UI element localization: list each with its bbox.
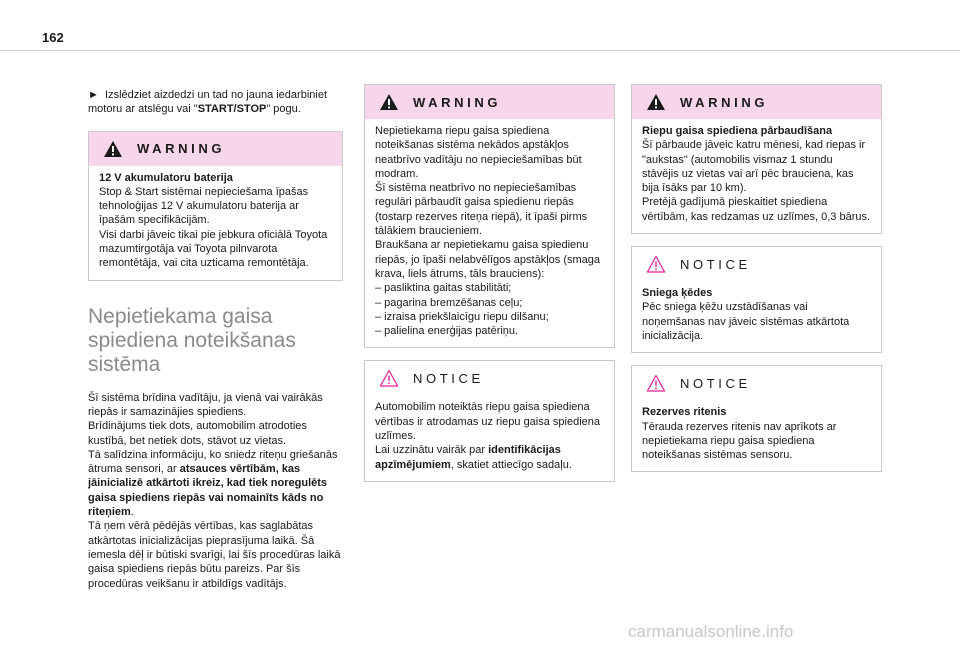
column-middle xyxy=(364,84,615,482)
warning-triangle-icon xyxy=(379,93,399,111)
header-divider xyxy=(0,50,960,51)
warning-box-pressure-check xyxy=(631,84,882,234)
notice-header xyxy=(632,366,881,400)
bullet-arrow-icon: ► xyxy=(88,89,99,101)
warning-triangle-icon xyxy=(646,93,666,111)
section-title: Nepietiekama gaisa spiediena noteikšanas sistēma xyxy=(88,304,296,376)
warning-header xyxy=(632,85,881,119)
notice-title: Rezerves ritenis xyxy=(642,406,727,419)
warning-label: WARNING xyxy=(413,94,502,110)
warning-text: Stop & Start sistēmai nepieciešama īpašas tehnoloģijas 12 V akumulatoru baterija ar īpašām specifikācijām. Visi darbi jāveic tikai pie jebkura oficiālā Toyota mazumtirgotāja vai Toyota pilnvarota remontētāja, vai cita uzticama remontētāja. xyxy=(99,185,328,270)
warning-body xyxy=(365,119,614,347)
notice-triangle-icon xyxy=(379,369,399,387)
column-left xyxy=(88,88,343,591)
warning-body xyxy=(632,119,881,233)
section-body: Šī sistēma brīdina vadītāju, ja vienā vai vairākās riepās ir samazinājies spiediens. Brīdinājums tiek dots, automobilim atrodoties kustībā, bet netiek dots, stāvot uz vietas. Tā salīdzina informāciju, ko sniedz riteņu griešanās ātruma sensori, ar atsauces vērtībām, kas jāinicializē atkārtoti ikreiz, kad tiek noregulēts gaisa spiediens riepās vai nomainīts kāds no riteņiem. Tā ņem vērā pēdējās vērtības, kas saglabātas atkārtotas inicializācijas pieprasījuma laikā. Šā iemesla dēļ ir būtiski svarīgi, lai šīs procedūras laikā gaisa spiediens riepās būtu pareizs. Par šīs procedūras veikšanu ir atbildīgs vadītājs. xyxy=(88,391,341,590)
warning-label: WARNING xyxy=(680,94,769,110)
warning-header xyxy=(365,85,614,119)
warning-text: Nepietiekama riepu gaisa spiediena noteikšanas sistēma nekādos apstākļos neatbrīvo vadītāju no nepieciešamības būt modram. Šī sistēma neatbrīvo no nepieciešamības regulāri pārbaudīt gaisa spiedienu riepās (tostarp rezerves riteņa riepā), it īpaši pirms tālākiem braucieniem. Braukšana ar nepietiekamu gaisa spiedienu riepās, jo īpaši nelabvēlīgos apstākļos (smaga krava, liels ātrums, tāls brauciens): – pasliktina gaitas stabilitāti; – pagarina bremzēšanas ceļu; – izraisa priekšlaicīgu riepu dilšanu; – palielina enerģijas patēriņu. xyxy=(375,125,601,338)
notice-body: Automobilim noteiktās riepu gaisa spiediena vērtības ir atrodamas uz riepu gaisa spiediena uzlīmes. Lai uzzinātu vairāk par identifikācijas apzīmējumiem, skatiet attiecīgo sadaļu. xyxy=(375,401,601,471)
notice-title: Sniega ķēdes xyxy=(642,287,713,300)
notice-box-spare-wheel xyxy=(631,365,882,472)
notice-label: NOTICE xyxy=(680,256,751,272)
notice-triangle-icon xyxy=(646,255,666,273)
notice-box-snow-chains xyxy=(631,246,882,353)
warning-title: Riepu gaisa spiediena pārbaudīšana xyxy=(642,125,833,137)
warning-label: WARNING xyxy=(137,141,226,157)
column-right xyxy=(631,84,882,472)
notice-label: NOTICE xyxy=(680,375,751,391)
notice-box-pressure-label xyxy=(364,360,615,481)
warning-title: 12 V akumulatoru baterija xyxy=(99,171,233,184)
warning-body xyxy=(89,166,342,280)
notice-label: NOTICE xyxy=(413,370,484,386)
warning-box-battery xyxy=(88,131,343,281)
warning-text: Šī pārbaude jāveic katru mēnesi, kad riepas ir "aukstas" (automobilis vismaz 1 stundu stāvējis uz vietas vai arī pēc brauciena, kas bija īsāks par 10 km). Pretējā gadījumā pieskaitiet spiediena vērtībām, kas redzamas uz uzlīmes, 0,3 bārus. xyxy=(642,139,871,223)
page-number: 162 xyxy=(42,30,64,45)
warning-header xyxy=(89,132,342,166)
notice-header xyxy=(632,247,881,281)
notice-body xyxy=(632,400,881,471)
notice-header xyxy=(365,361,614,395)
watermark: carmanualsonline.info xyxy=(628,622,794,641)
intro-paragraph: ► Izslēdziet aizdedzi un tad no jauna iedarbiniet motoru ar atslēgu vai "START/STOP" pogu. xyxy=(88,89,327,116)
notice-triangle-icon xyxy=(646,374,666,392)
notice-body xyxy=(632,281,881,352)
warning-box-tpms xyxy=(364,84,615,348)
notice-text: Tērauda rezerves ritenis nav aprīkots ar nepietiekama riepu gaisa spiediena noteikšanas sistēmas sensoru. xyxy=(642,420,837,462)
warning-triangle-icon xyxy=(103,140,123,158)
notice-text: Pēc sniega ķēžu uzstādīšanas vai noņemšanas nav jāveic sistēmas atkārtota inicializācija. xyxy=(642,301,850,342)
